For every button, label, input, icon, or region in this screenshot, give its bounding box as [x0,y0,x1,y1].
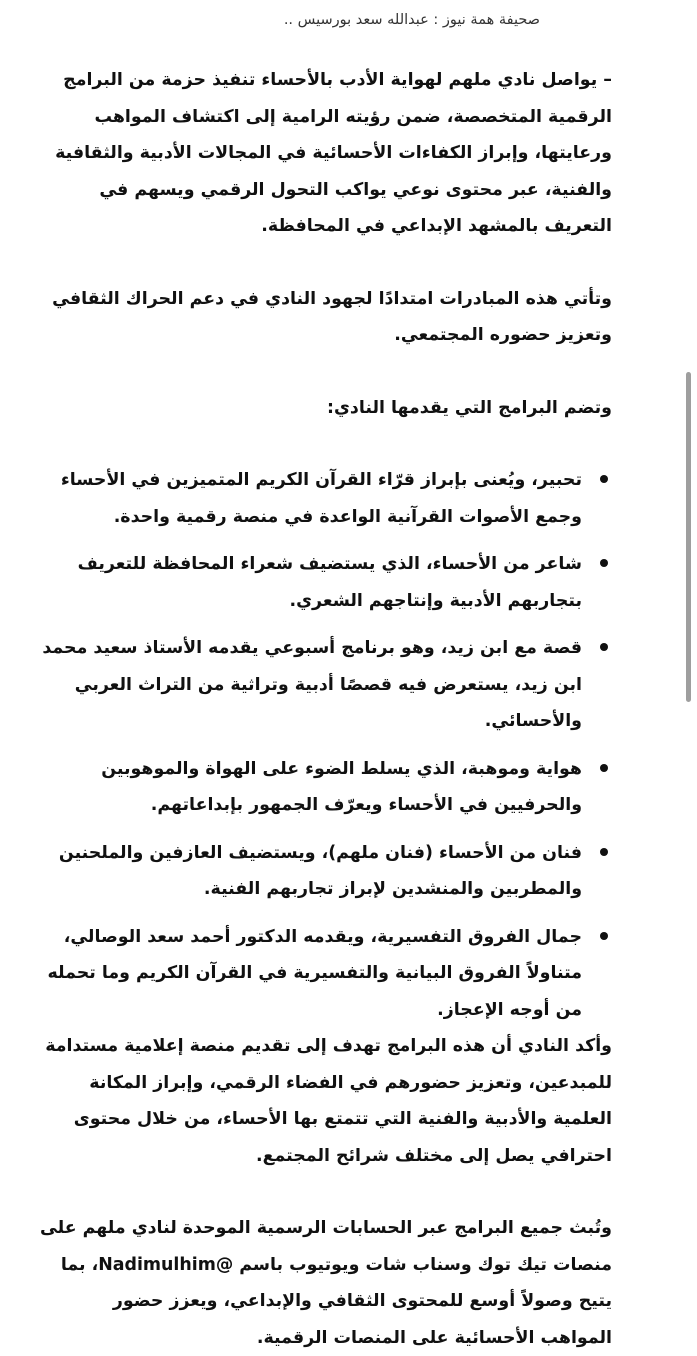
extension-paragraph: وتأتي هذه المبادرات امتدادًا لجهود النادي في دعم الحراك الثقافي وتعزيز حضوره المجتمعي. [52,288,612,345]
bullet-icon [600,643,608,651]
article-body [40,62,612,1356]
article-byline: صحيفة همة نيوز : عبدالله سعد بورسيس .. [283,12,540,28]
program-text: جمال الفروق التفسيرية، ويقدمه الدكتور أحمد سعد الوصالي، متناولاً الفروق البيانية والتفسيرية في القرآن الكريم وما تحمله من أوجه الإعجاز. [47,926,582,1020]
list-item [40,462,612,535]
program-text: هواية وموهبة، الذي يسلط الضوء على الهواة والموهوبين والحرفيين في الأحساء ويعرّف الجمهور بإبداعاتهم. [101,758,582,815]
list-item [40,630,612,740]
paragraph-spacer [40,426,612,462]
bullet-icon [600,848,608,856]
paragraph-spacer [40,1174,612,1210]
program-text: شاعر من الأحساء، الذي يستضيف شعراء المحافظة للتعريف بتجاربهم الأدبية وإنتاجهم الشعري. [77,554,582,611]
bullet-icon [600,932,608,940]
programs-intro-paragraph: وتضم البرامج التي يقدمها النادي: [327,397,612,418]
list-item [40,546,612,619]
program-text: فنان من الأحساء (فنان ملهم)، ويستضيف العازفين والملحنين والمطربين والمنشدين لإبراز تجاربهم الفنية. [58,842,582,899]
intro-paragraph: – يواصل نادي ملهم لهواية الأدب بالأحساء تنفيذ حزمة من البرامج الرقمية المتخصصة، ضمن رؤيته الرامية إلى اكتشاف المواهب ورعايتها، وإبراز الكفاءات الأحسائية في المجالات الأدبية والثقافية والفنية، عبر محتوى نوعي يواكب التحول الرقمي ويسهم في التعريف بالمشهد الإبداعي في المحافظة. [55,70,612,236]
bullet-icon [600,559,608,567]
list-item [40,919,612,1029]
program-text: قصة مع ابن زيد، وهو برنامج أسبوعي يقدمه الأستاذ سعيد محمد ابن زيد، يستعرض فيه قصصًا أدبية وتراثية من التراث العربي والأحسائي. [42,638,582,731]
list-item [40,751,612,824]
program-text: تحبير، ويُعنى بإبراز قرّاء القرآن الكريم المتميزين في الأحساء وجمع الأصوات القرآنية الواعدة في منصة رقمية واحدة. [60,470,582,527]
list-item [40,835,612,908]
paragraph-spacer [40,245,612,281]
affirmation-paragraph: وأكد النادي أن هذه البرامج تهدف إلى تقديم منصة إعلامية مستدامة للمبدعين، وتعزيز حضورهم في الفضاء الرقمي، وإبراز المكانة العلمية والأدبية والفنية التي تتمتع بها الأحساء، من خلال محتوى احترافي يصل إلى مختلف شرائح المجتمع. [45,1036,612,1166]
vertical-scrollbar[interactable] [686,372,691,702]
broadcast-paragraph: وتُبث جميع البرامج عبر الحسابات الرسمية الموحدة لنادي ملهم على منصات تيك توك وسناب شات ويوتيوب باسم @Nadimulhim، بما يتيح وصولاً أوسع للمحتوى الثقافي والإبداعي، ويعزز حضور المواهب الأحسائية على المنصات الرقمية. [40,1218,612,1348]
bullet-icon [600,764,608,772]
bullet-icon [600,475,608,483]
paragraph-spacer [40,354,612,390]
programs-list [40,462,612,1028]
